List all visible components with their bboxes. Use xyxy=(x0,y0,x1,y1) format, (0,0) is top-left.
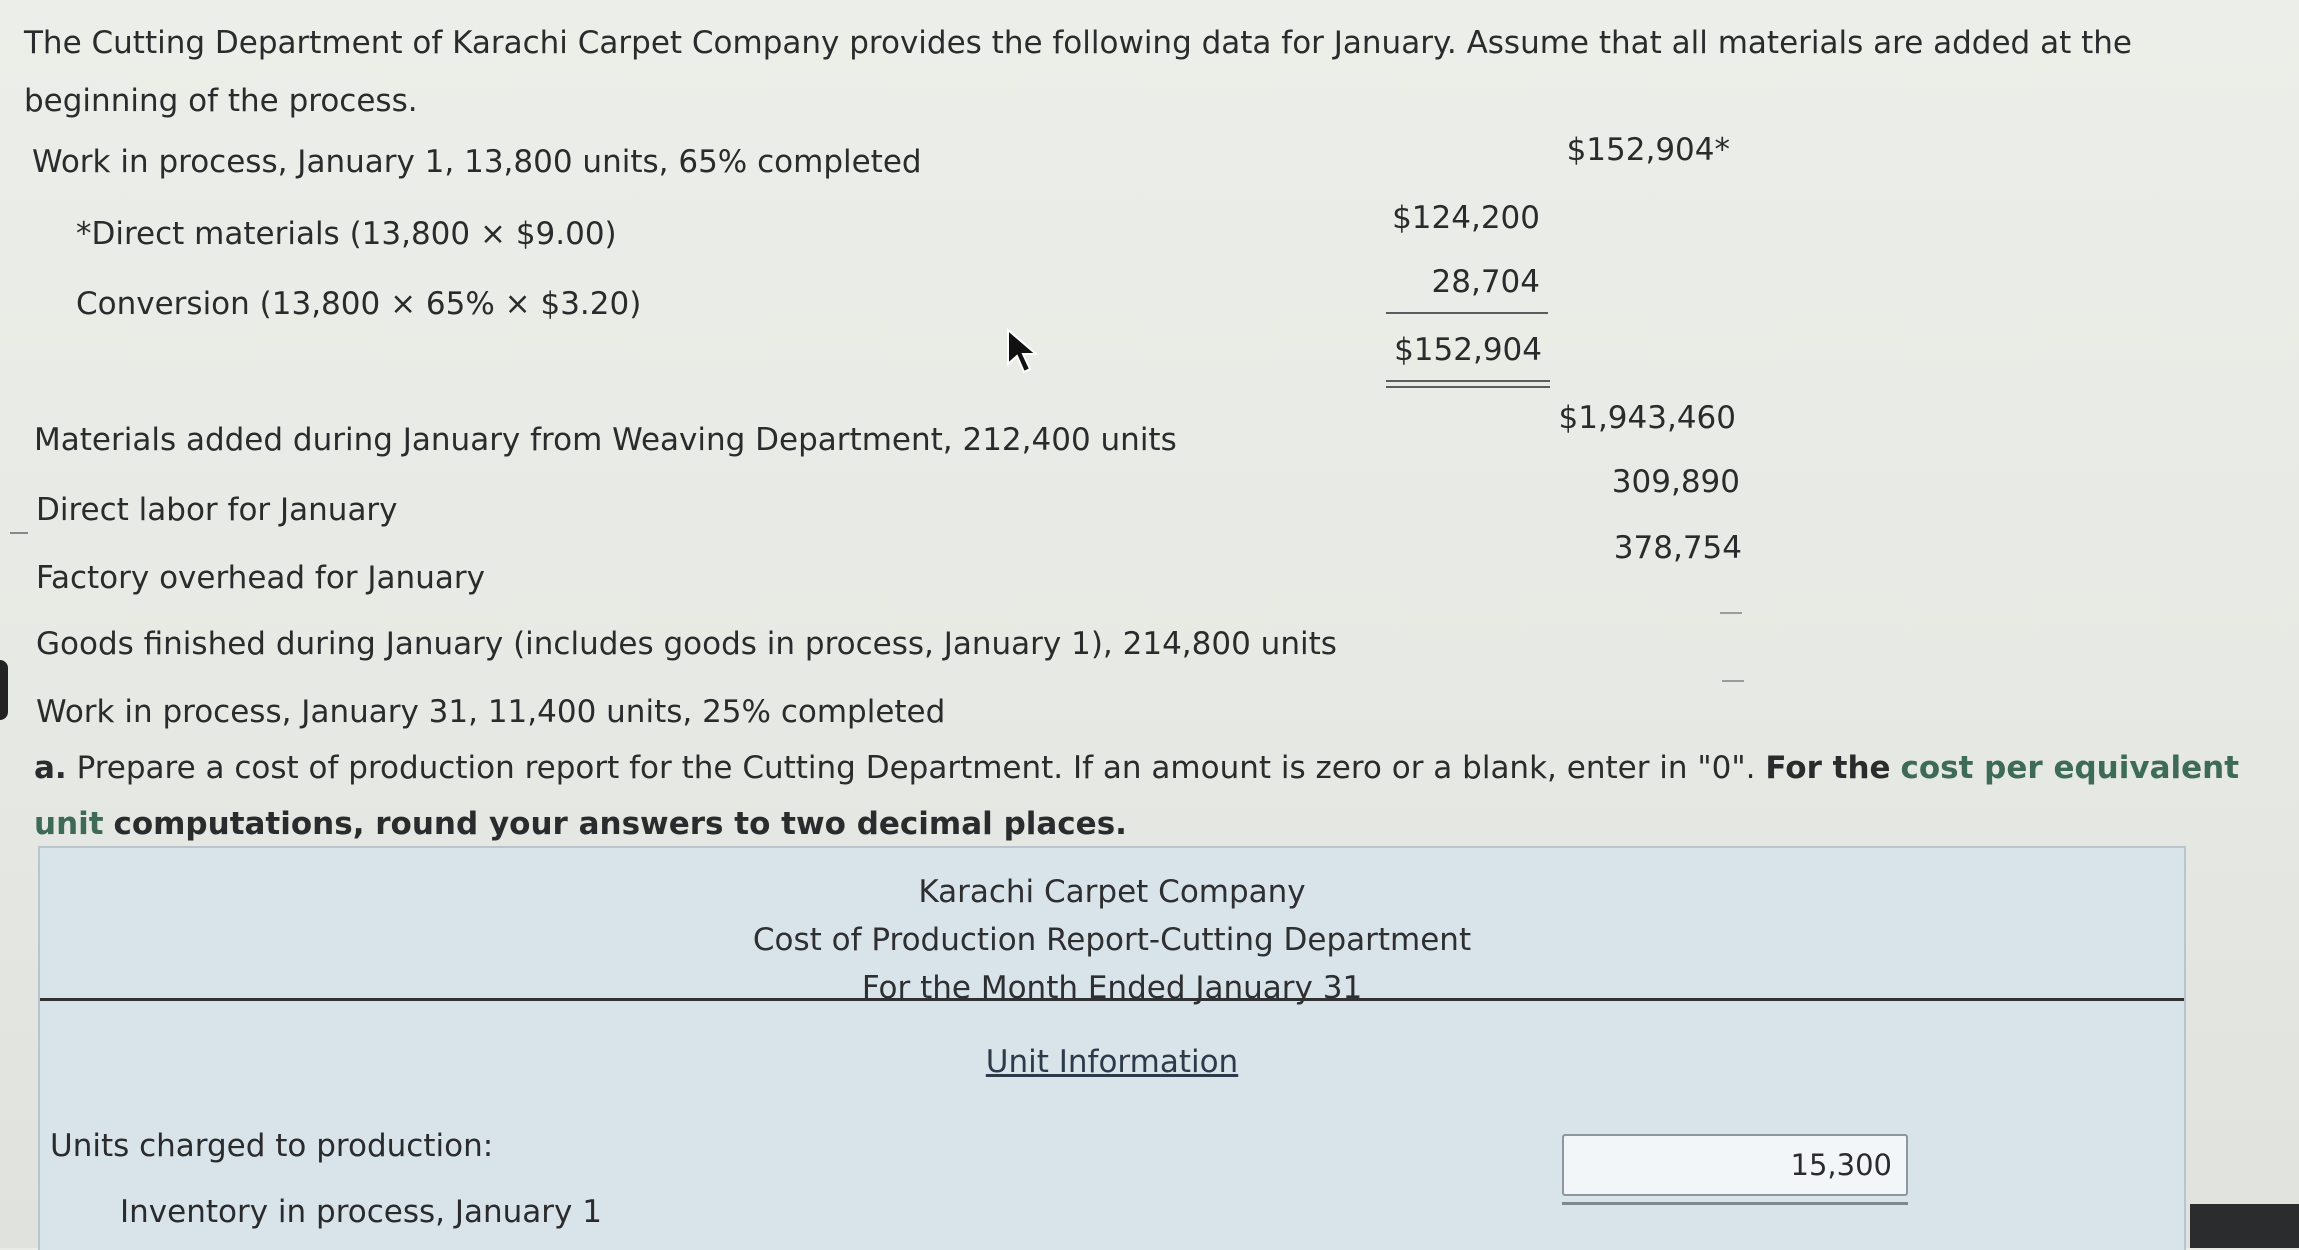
subtotal-rule xyxy=(1386,312,1548,314)
instructions-text: Prepare a cost of production report for the Cutting Department. If an amount is zero or a blank, enter in "0". xyxy=(76,750,1756,786)
instructions xyxy=(34,740,2264,852)
wip-begin-label: Work in process, January 1, 13,800 units, 65% completed xyxy=(32,144,922,180)
total-double-rule xyxy=(1386,380,1550,388)
problem-intro: The Cutting Department of Karachi Carpet Company provides the following data for January. Assume that all materials are added at the beginning of the process. xyxy=(24,25,2132,119)
report-header-rule xyxy=(40,998,2184,1001)
instructions-term-link[interactable]: cost per equivalent unit xyxy=(34,750,2240,842)
conversion-amount: 28,704 xyxy=(1431,264,1540,300)
materials-added-label: Materials added during January from Weaving Department, 212,400 units xyxy=(34,422,1177,458)
inventory-label: Inventory in process, January 1 xyxy=(120,1194,602,1230)
report-company: Karachi Carpet Company xyxy=(918,874,1306,910)
instructions-bold-2: computations, round your answers to two decimal places. xyxy=(113,806,1127,842)
report-period: For the Month Ended January 31 xyxy=(861,970,1363,1006)
mouse-pointer-icon xyxy=(1006,328,1042,376)
goods-finished-dash xyxy=(1720,612,1742,614)
wip-begin-amount: $152,904* xyxy=(1566,132,1730,168)
report-title: Cost of Production Report-Cutting Department xyxy=(752,922,1472,958)
input-underline xyxy=(1562,1202,1908,1205)
window-edge-mark xyxy=(0,660,8,720)
direct-materials-label: *Direct materials (13,800 × $9.00) xyxy=(76,216,617,252)
direct-labor-amount: 309,890 xyxy=(1611,464,1740,500)
overhead-amount: 378,754 xyxy=(1613,530,1742,566)
wip-end-label: Work in process, January 31, 11,400 units, 25% completed xyxy=(36,694,946,730)
conversion-label: Conversion (13,800 × 65% × $3.20) xyxy=(76,286,642,322)
materials-added-amount: $1,943,460 xyxy=(1558,400,1736,436)
goods-finished-label: Goods finished during January (includes goods in process, January 1), 214,800 units xyxy=(36,626,1337,662)
wip-end-dash xyxy=(1722,680,1744,682)
screen-bezel-corner xyxy=(2190,1204,2299,1248)
inventory-units-input[interactable] xyxy=(1562,1134,1908,1196)
cost-of-production-report xyxy=(38,846,2186,1250)
margin-tick xyxy=(10,532,28,534)
unit-information-heading: Unit Information xyxy=(985,1044,1239,1080)
instructions-bold-1: For the xyxy=(1765,750,1891,786)
overhead-label: Factory overhead for January xyxy=(36,560,485,596)
direct-labor-label: Direct labor for January xyxy=(36,492,398,528)
report-header xyxy=(40,848,2184,1012)
units-charged-label: Units charged to production: xyxy=(50,1128,494,1164)
subtotal-amount: $152,904 xyxy=(1394,332,1542,368)
part-label: a. xyxy=(34,750,67,786)
direct-materials-amount: $124,200 xyxy=(1392,200,1540,236)
